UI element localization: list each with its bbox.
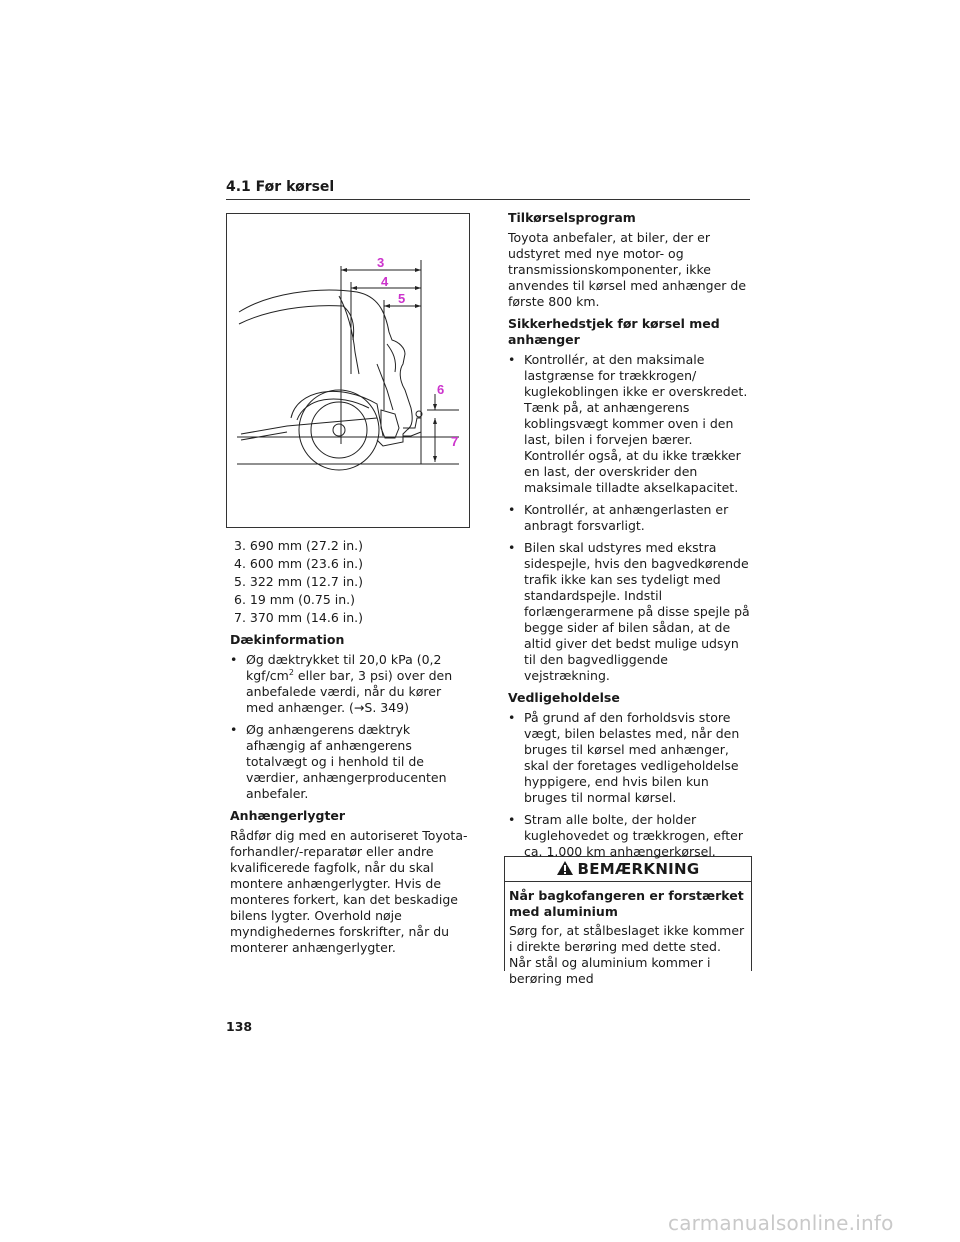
dimension-item: 4. 600 mm (23.6 in.) xyxy=(234,556,363,571)
break-in-text: Toyota anbefaler, at biler, der er udstyret med nye motor- og transmissionskomponenter, ikke anvendes til kørsel med anhænger de første 800 km. xyxy=(508,230,747,309)
maintenance-bullet: • Stram alle bolte, der holder kuglehovedet og trækkrogen, efter ca. 1.000 km anhængerkørsel. xyxy=(508,812,752,860)
trailer-lights-text: Rådfør dig med en autoriseret Toyota-forhandler/-reparatør eller andre kvalificerede fagfolk, når du skal montere anhængerlygter. Hvis de monteres forkert, kan det beskadige bilens lygter. Overhold nøje myndighedernes forskrifter, når du monterer anhængerlygter. xyxy=(230,828,468,955)
callout-5: 5 xyxy=(398,291,406,306)
tire-bullet-text-a: Øg dæktrykket til 20,0 kPa (0,2 kgf/cm xyxy=(246,652,442,683)
notice-body xyxy=(505,882,751,987)
tire-info-heading: Dækinformation xyxy=(230,632,345,647)
tire-info-bullet xyxy=(230,652,470,716)
right-column xyxy=(508,210,752,866)
warning-icon xyxy=(556,859,574,883)
section-header xyxy=(226,177,750,200)
dimension-item: 5. 322 mm (12.7 in.) xyxy=(234,574,363,589)
notice-box xyxy=(504,856,752,986)
safety-check-heading: Sikkerhedstjek før kørsel med anhænger xyxy=(508,316,720,347)
safety-check-bullet: • Kontrollér, at anhængerlasten er anbragt forsvarligt. xyxy=(508,502,752,534)
callout-6: 6 xyxy=(437,382,445,397)
callout-3: 3 xyxy=(377,255,385,270)
left-column xyxy=(230,538,470,962)
tire-info-bullet: • Øg anhængerens dæktryk afhængig af anhængerens totalvægt og i henhold til de værdier, anhængerproducenten anbefaler. xyxy=(230,722,470,802)
break-in-heading: Tilkørselsprogram xyxy=(508,210,636,225)
dimension-item: 6. 19 mm (0.75 in.) xyxy=(234,592,356,607)
notice-heading: Når bagkofangeren er forstærket med aluminium xyxy=(509,888,744,919)
safety-check-bullet: • Bilen skal udstyres med ekstra sidespejle, hvis den bagvedkørende trafik ikke kan ses tydeligt med standardspejle. Indstil forlængerarmene på disse spejle på begge sider af bilen sådan, at de altid giver det bedst mulige udsyn til den bagvedliggende vejstrækning. xyxy=(508,540,752,684)
dimension-item: 7. 370 mm (14.6 in.) xyxy=(234,610,363,625)
dimension-item: 3. 690 mm (27.2 in.) xyxy=(234,538,363,553)
page-number: 138 xyxy=(226,1019,253,1034)
maintenance-bullet: • På grund af den forholdsvis store vægt, bilen belastes med, når den bruges til kørsel med anhænger, skal der foretages vedligeholdelse hyppigere, end hvis bilen kun bruges til normal kørsel. xyxy=(508,710,752,806)
trailer-lights-heading: Anhængerlygter xyxy=(230,808,346,823)
callout-7: 7 xyxy=(451,434,459,449)
maintenance-heading: Vedligeholdelse xyxy=(508,690,620,705)
watermark: carmanualsonline.info xyxy=(668,1211,894,1235)
notice-title: BEMÆRKNING xyxy=(577,860,700,878)
notice-title-bar xyxy=(505,857,751,882)
vehicle-rear-illustration xyxy=(227,214,469,527)
section-title: 4.1 Før kørsel xyxy=(226,179,335,195)
superscript: 2 xyxy=(288,667,294,677)
safety-check-bullet: • Kontrollér, at den maksimale lastgrænse for trækkrogen/ kuglekoblingen ikke er overskredet. Tænk på, at anhængerens koblingsvægt kommer oven i den last, bilen i forvejen bærer. Kontrollér også, at du ikke trækker en last, der overskrider den maksimale tilladte akselkapacitet. xyxy=(508,352,752,496)
notice-text: Sørg for, at stålbeslaget ikke kommer i direkte berøring med dette sted. Når stål og aluminium kommer i berøring med xyxy=(509,923,745,986)
callout-4: 4 xyxy=(381,274,389,289)
tow-hitch-diagram xyxy=(226,213,470,528)
tire-bullet-text-b: eller bar, 3 psi) over den anbefalede værdi, når du kører med anhænger. (→S. 349) xyxy=(246,668,453,715)
